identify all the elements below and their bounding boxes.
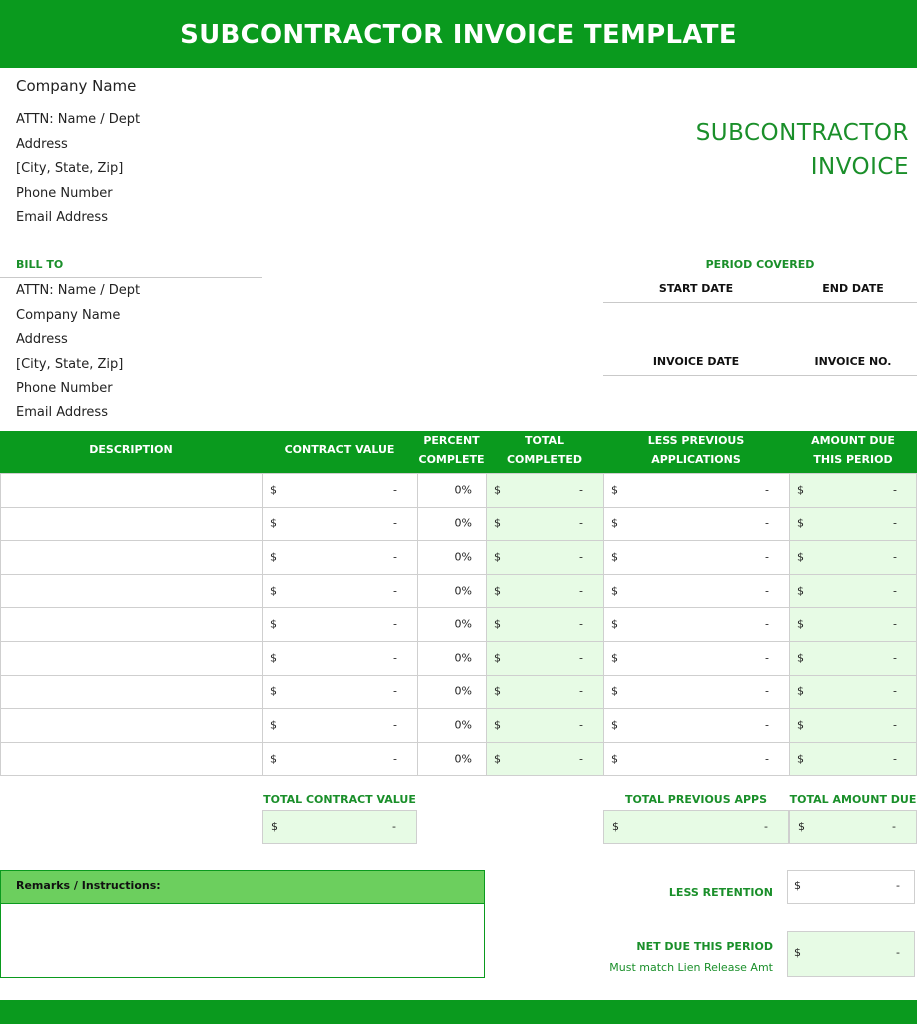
start-date-field[interactable] xyxy=(603,304,789,348)
total-previous-label: TOTAL PREVIOUS APPS xyxy=(624,793,768,806)
cell-description[interactable] xyxy=(0,641,262,675)
currency-symbol: $ xyxy=(797,550,804,564)
table-gridline xyxy=(0,473,1,775)
sender-phone[interactable]: Phone Number xyxy=(16,186,113,201)
cell-amount-due[interactable] xyxy=(789,507,917,541)
percent-value: 0% xyxy=(454,651,472,665)
currency-symbol: $ xyxy=(270,584,277,598)
cell-value: - xyxy=(893,483,897,497)
cell-value: - xyxy=(765,752,769,766)
remarks-textarea[interactable] xyxy=(0,904,485,978)
bill-to-phone[interactable]: Phone Number xyxy=(16,381,113,396)
cell-percent[interactable] xyxy=(417,641,486,675)
cell-percent[interactable] xyxy=(417,675,486,709)
cell-total-completed[interactable] xyxy=(486,507,603,541)
currency-symbol: $ xyxy=(270,684,277,698)
cell-value: - xyxy=(393,752,397,766)
cell-description[interactable] xyxy=(0,507,262,541)
currency-symbol: $ xyxy=(270,483,277,497)
cell-value: - xyxy=(393,684,397,698)
bill-to-address[interactable]: Address xyxy=(16,332,68,347)
currency-symbol: $ xyxy=(611,617,618,631)
cell-total-completed[interactable] xyxy=(486,675,603,709)
cell-less-previous[interactable] xyxy=(603,507,789,541)
percent-value: 0% xyxy=(454,718,472,732)
percent-value: 0% xyxy=(454,550,472,564)
cell-percent[interactable] xyxy=(417,607,486,641)
table-gridline xyxy=(0,607,917,608)
cell-description[interactable] xyxy=(0,473,262,507)
table-gridline xyxy=(789,473,790,775)
currency-symbol: $ xyxy=(494,550,501,564)
bill-to-attn[interactable]: ATTN: Name / Dept xyxy=(16,283,141,298)
period-covered-label: PERIOD COVERED xyxy=(705,258,815,271)
cell-contract-value[interactable] xyxy=(262,742,417,776)
cell-value: - xyxy=(393,718,397,732)
table-gridline xyxy=(0,775,917,776)
percent-value: 0% xyxy=(454,684,472,698)
less-retention-amount: - xyxy=(896,879,900,892)
cell-contract-value[interactable] xyxy=(262,708,417,742)
cell-value: - xyxy=(765,483,769,497)
total-contract-value[interactable] xyxy=(262,810,417,844)
currency-symbol: $ xyxy=(612,820,619,833)
table-gridline xyxy=(0,473,917,474)
cell-total-completed[interactable] xyxy=(486,540,603,574)
cell-value: - xyxy=(765,651,769,665)
cell-value: - xyxy=(393,483,397,497)
col-amount-due-line2: THIS PERIOD xyxy=(813,453,893,466)
col-percent-complete xyxy=(417,431,486,469)
net-due-note: Must match Lien Release Amt xyxy=(609,961,773,974)
sender-company-name[interactable]: Company Name xyxy=(16,77,137,95)
cell-value: - xyxy=(765,684,769,698)
currency-symbol: $ xyxy=(794,879,801,892)
start-date-label: START DATE xyxy=(658,282,734,295)
cell-value: - xyxy=(579,752,583,766)
cell-less-previous[interactable] xyxy=(603,473,789,507)
table-gridline xyxy=(486,473,487,775)
table-gridline xyxy=(0,708,917,709)
col-total-completed-line1: TOTAL COMPLETED xyxy=(506,434,583,466)
cell-value: - xyxy=(765,516,769,530)
cell-value: - xyxy=(579,617,583,631)
invoice-no-field[interactable] xyxy=(789,377,917,421)
currency-symbol: $ xyxy=(611,584,618,598)
cell-description[interactable] xyxy=(0,742,262,776)
col-less-previous-line2: APPLICATIONS xyxy=(651,453,741,466)
invoice-table-body xyxy=(0,473,917,776)
currency-symbol: $ xyxy=(271,820,278,833)
currency-symbol: $ xyxy=(494,684,501,698)
cell-value: - xyxy=(893,584,897,598)
currency-symbol: $ xyxy=(494,718,501,732)
cell-value: - xyxy=(893,617,897,631)
currency-symbol: $ xyxy=(494,584,501,598)
cell-contract-value[interactable] xyxy=(262,540,417,574)
col-description: DESCRIPTION xyxy=(89,443,173,456)
cell-percent[interactable] xyxy=(417,507,486,541)
total-amount-due-value[interactable] xyxy=(789,810,917,844)
document-title-line2: INVOICE xyxy=(810,154,909,180)
cell-value: - xyxy=(893,651,897,665)
cell-value: - xyxy=(765,617,769,631)
bill-to-company[interactable]: Company Name xyxy=(16,308,121,323)
currency-symbol: $ xyxy=(797,718,804,732)
sender-email[interactable]: Email Address xyxy=(16,210,108,225)
remarks-label: Remarks / Instructions: xyxy=(0,870,485,904)
table-gridline xyxy=(0,675,917,676)
sender-address[interactable]: Address xyxy=(16,137,68,152)
currency-symbol: $ xyxy=(797,651,804,665)
cell-contract-value[interactable] xyxy=(262,507,417,541)
col-percent-line2: COMPLETE xyxy=(418,453,485,466)
invoice-date-field[interactable] xyxy=(603,377,789,421)
cell-amount-due[interactable] xyxy=(789,708,917,742)
less-retention-value[interactable] xyxy=(787,870,915,904)
table-gridline xyxy=(0,507,917,508)
cell-total-completed[interactable] xyxy=(486,607,603,641)
cell-value: - xyxy=(765,584,769,598)
currency-symbol: $ xyxy=(611,550,618,564)
cell-contract-value[interactable] xyxy=(262,473,417,507)
cell-percent[interactable] xyxy=(417,473,486,507)
sender-city-state-zip[interactable]: [City, State, Zip] xyxy=(16,161,124,176)
net-due-value[interactable] xyxy=(787,931,915,977)
cell-percent[interactable] xyxy=(417,574,486,608)
col-less-previous xyxy=(603,431,789,469)
invoice-divider xyxy=(603,375,917,376)
net-due-amount: - xyxy=(896,946,900,959)
cell-value: - xyxy=(579,718,583,732)
cell-total-completed[interactable] xyxy=(486,574,603,608)
col-contract-value: CONTRACT VALUE xyxy=(284,443,395,456)
cell-description[interactable] xyxy=(0,574,262,608)
total-amount-due-amount: - xyxy=(892,820,896,833)
cell-value: - xyxy=(893,752,897,766)
currency-symbol: $ xyxy=(797,483,804,497)
cell-value: - xyxy=(393,584,397,598)
percent-value: 0% xyxy=(454,752,472,766)
document-title xyxy=(696,116,909,184)
total-contract-amount: - xyxy=(392,820,396,833)
cell-percent[interactable] xyxy=(417,540,486,574)
footer-bar xyxy=(0,1000,917,1024)
col-less-previous-line1: LESS PREVIOUS xyxy=(647,434,745,447)
table-gridline xyxy=(603,473,604,775)
cell-value: - xyxy=(579,651,583,665)
currency-symbol: $ xyxy=(794,946,801,959)
cell-description[interactable] xyxy=(0,540,262,574)
cell-total-completed[interactable] xyxy=(486,473,603,507)
cell-total-completed[interactable] xyxy=(486,641,603,675)
currency-symbol: $ xyxy=(611,516,618,530)
cell-value: - xyxy=(579,550,583,564)
currency-symbol: $ xyxy=(798,820,805,833)
total-contract-label: TOTAL CONTRACT VALUE xyxy=(263,793,416,806)
percent-value: 0% xyxy=(454,617,472,631)
cell-less-previous[interactable] xyxy=(603,574,789,608)
bill-to-email[interactable]: Email Address xyxy=(16,405,108,420)
sender-attn[interactable]: ATTN: Name / Dept xyxy=(16,112,141,127)
currency-symbol: $ xyxy=(494,617,501,631)
cell-less-previous[interactable] xyxy=(603,742,789,776)
currency-symbol: $ xyxy=(797,516,804,530)
currency-symbol: $ xyxy=(797,752,804,766)
currency-symbol: $ xyxy=(270,617,277,631)
cell-less-previous[interactable] xyxy=(603,540,789,574)
currency-symbol: $ xyxy=(797,617,804,631)
cell-value: - xyxy=(393,550,397,564)
cell-value: - xyxy=(393,617,397,631)
cell-less-previous[interactable] xyxy=(603,708,789,742)
currency-symbol: $ xyxy=(611,651,618,665)
cell-value: - xyxy=(893,550,897,564)
cell-value: - xyxy=(765,550,769,564)
currency-symbol: $ xyxy=(494,651,501,665)
currency-symbol: $ xyxy=(270,752,277,766)
currency-symbol: $ xyxy=(797,584,804,598)
currency-symbol: $ xyxy=(270,651,277,665)
percent-value: 0% xyxy=(454,584,472,598)
percent-value: 0% xyxy=(454,483,472,497)
cell-amount-due[interactable] xyxy=(789,574,917,608)
currency-symbol: $ xyxy=(494,516,501,530)
invoice-date-label: INVOICE DATE xyxy=(652,355,740,368)
cell-value: - xyxy=(893,718,897,732)
bill-to-divider xyxy=(0,277,262,278)
total-amount-due-label: TOTAL AMOUNT DUE xyxy=(789,793,917,806)
cell-contract-value[interactable] xyxy=(262,574,417,608)
cell-total-completed[interactable] xyxy=(486,708,603,742)
currency-symbol: $ xyxy=(611,752,618,766)
cell-value: - xyxy=(579,584,583,598)
cell-less-previous[interactable] xyxy=(603,641,789,675)
percent-value: 0% xyxy=(454,516,472,530)
net-due-label: NET DUE THIS PERIOD xyxy=(636,940,773,953)
bill-to-city-state-zip[interactable]: [City, State, Zip] xyxy=(16,357,124,372)
currency-symbol: $ xyxy=(270,718,277,732)
cell-value: - xyxy=(393,651,397,665)
cell-value: - xyxy=(393,516,397,530)
table-gridline xyxy=(262,473,263,775)
currency-symbol: $ xyxy=(494,752,501,766)
currency-symbol: $ xyxy=(611,684,618,698)
cell-value: - xyxy=(579,684,583,698)
table-gridline xyxy=(417,473,418,775)
cell-amount-due[interactable] xyxy=(789,607,917,641)
cell-value: - xyxy=(579,516,583,530)
table-gridline xyxy=(0,742,917,743)
cell-amount-due[interactable] xyxy=(789,742,917,776)
end-date-label: END DATE xyxy=(822,282,884,295)
cell-value: - xyxy=(893,684,897,698)
currency-symbol: $ xyxy=(494,483,501,497)
cell-description[interactable] xyxy=(0,708,262,742)
currency-symbol: $ xyxy=(611,718,618,732)
total-previous-amount: - xyxy=(764,820,768,833)
col-percent-line1: PERCENT xyxy=(423,434,480,447)
currency-symbol: $ xyxy=(797,684,804,698)
table-header xyxy=(0,431,917,473)
cell-total-completed[interactable] xyxy=(486,742,603,776)
end-date-field[interactable] xyxy=(789,304,917,348)
page-title: SUBCONTRACTOR INVOICE TEMPLATE xyxy=(0,0,917,68)
invoice-no-label: INVOICE NO. xyxy=(814,355,892,368)
less-retention-label: LESS RETENTION xyxy=(668,886,773,899)
cell-contract-value[interactable] xyxy=(262,675,417,709)
col-amount-due xyxy=(789,431,917,469)
cell-amount-due[interactable] xyxy=(789,473,917,507)
period-divider xyxy=(603,302,917,303)
cell-amount-due[interactable] xyxy=(789,641,917,675)
cell-less-previous[interactable] xyxy=(603,675,789,709)
table-gridline xyxy=(0,641,917,642)
cell-description[interactable] xyxy=(0,675,262,709)
cell-contract-value[interactable] xyxy=(262,607,417,641)
cell-contract-value[interactable] xyxy=(262,641,417,675)
currency-symbol: $ xyxy=(270,516,277,530)
table-gridline xyxy=(0,540,917,541)
currency-symbol: $ xyxy=(611,483,618,497)
cell-value: - xyxy=(765,718,769,732)
cell-value: - xyxy=(579,483,583,497)
cell-description[interactable] xyxy=(0,607,262,641)
cell-value: - xyxy=(893,516,897,530)
cell-amount-due[interactable] xyxy=(789,540,917,574)
cell-less-previous[interactable] xyxy=(603,607,789,641)
bill-to-label: BILL TO xyxy=(16,258,64,271)
col-amount-due-line1: AMOUNT DUE xyxy=(811,434,895,447)
cell-percent[interactable] xyxy=(417,742,486,776)
table-gridline xyxy=(0,574,917,575)
total-previous-value[interactable] xyxy=(603,810,789,844)
cell-amount-due[interactable] xyxy=(789,675,917,709)
cell-percent[interactable] xyxy=(417,708,486,742)
document-title-line1: SUBCONTRACTOR xyxy=(695,120,909,146)
currency-symbol: $ xyxy=(270,550,277,564)
